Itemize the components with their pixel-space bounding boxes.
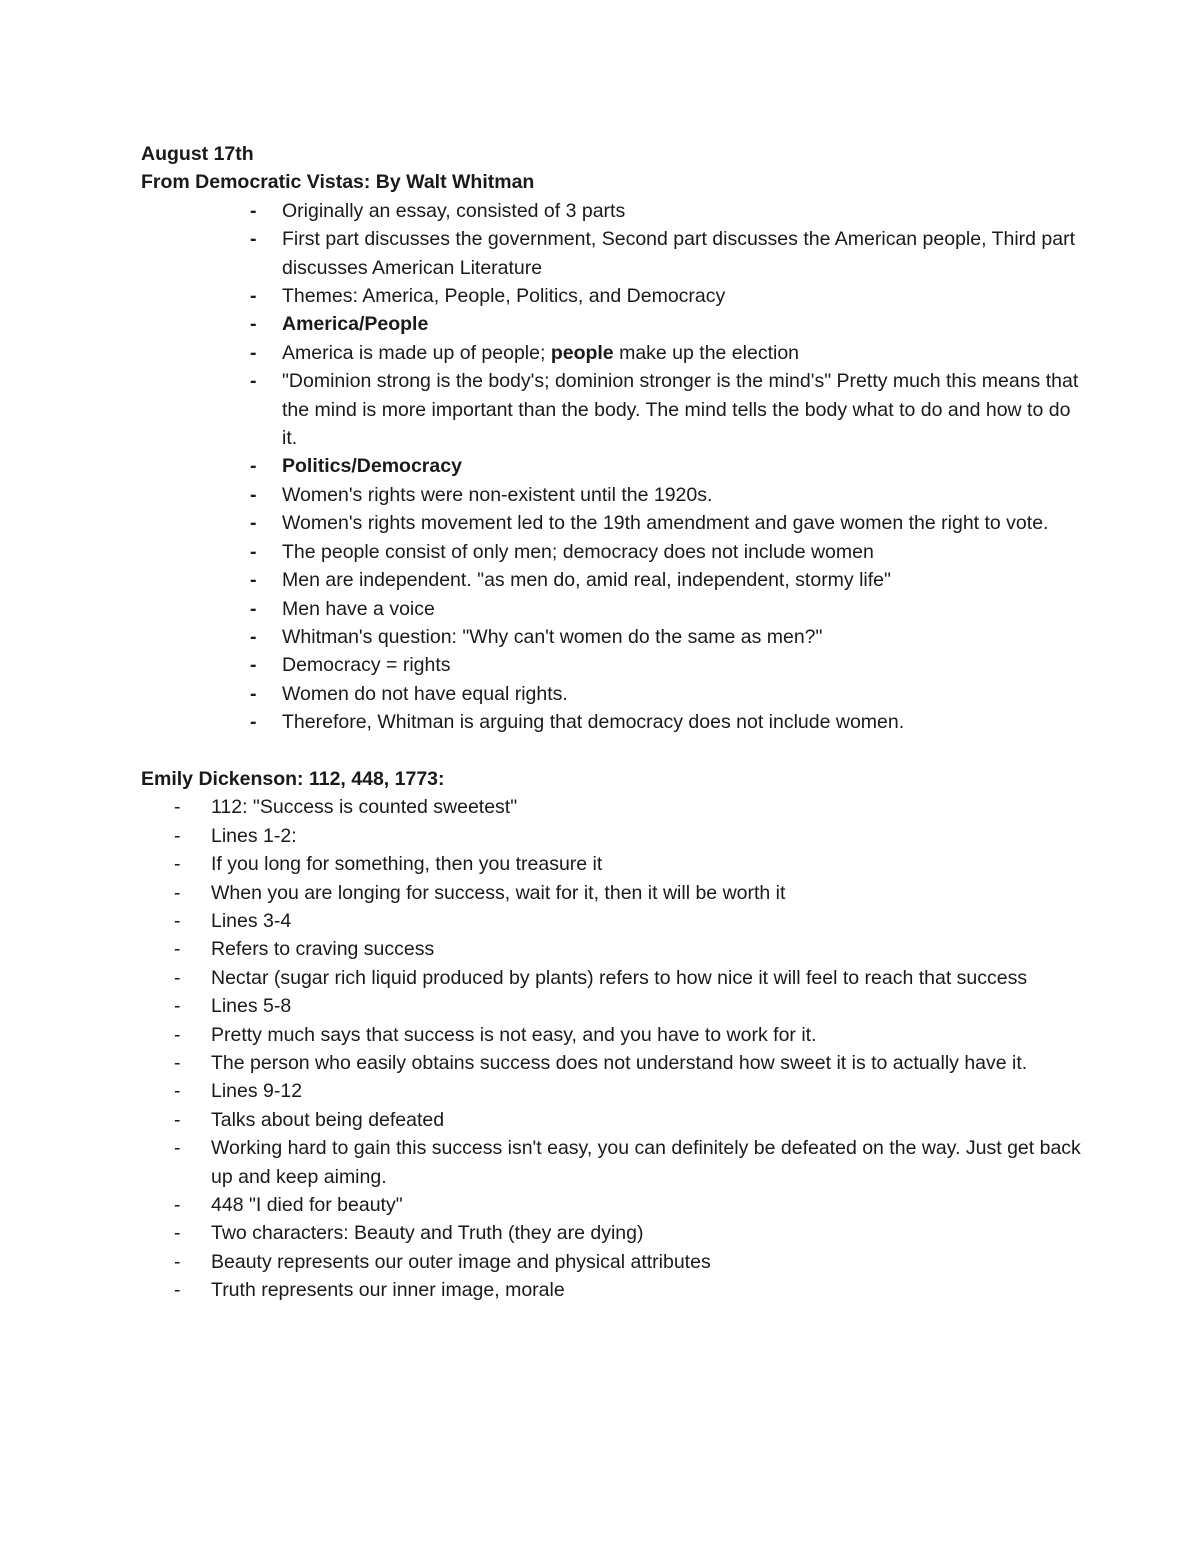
bullet-dash: -	[250, 483, 257, 506]
bullet-dash: -	[174, 1250, 181, 1273]
list-item: - Talks about being defeated	[141, 1106, 1081, 1134]
dickenson-notes-list	[141, 793, 1081, 1304]
list-item-subheading: - Politics/Democracy	[141, 452, 1081, 480]
list-item: - Truth represents our inner image, morale	[141, 1276, 1081, 1304]
bullet-dash: -	[250, 540, 257, 563]
list-item: - America is made up of people; people make up the election	[141, 339, 1081, 367]
bullet-dash: -	[174, 1222, 181, 1245]
bullet-dash: -	[250, 313, 257, 336]
bullet-dash: -	[174, 1137, 181, 1160]
bullet-dash: -	[250, 228, 257, 251]
list-item: - Two characters: Beauty and Truth (they are dying)	[141, 1219, 1081, 1247]
date-heading: August 17th	[141, 143, 254, 165]
list-item: - Women do not have equal rights.	[141, 680, 1081, 708]
list-item: - When you are longing for success, wait for it, then it will be worth it	[141, 879, 1081, 907]
section-title-emily-dickenson: Emily Dickenson: 112, 448, 1773:	[141, 767, 445, 790]
bullet-dash: -	[174, 1194, 181, 1217]
bullet-dash: -	[250, 370, 257, 393]
list-item: - Lines 3-4	[141, 907, 1081, 935]
bullet-dash: -	[250, 285, 257, 308]
bullet-dash: -	[174, 853, 181, 876]
bullet-dash: -	[174, 824, 181, 847]
list-item: - 448 "I died for beauty"	[141, 1191, 1081, 1219]
section-title-democratic-vistas: From Democratic Vistas: By Walt Whitman	[141, 171, 535, 194]
whitman-notes-list	[141, 197, 1081, 737]
bullet-dash: -	[174, 995, 181, 1018]
bullet-dash: -	[174, 1023, 181, 1046]
bullet-dash: -	[174, 938, 181, 961]
bullet-dash: -	[250, 512, 257, 535]
bullet-dash: -	[174, 909, 181, 932]
bullet-dash: -	[250, 569, 257, 592]
bullet-dash: -	[174, 966, 181, 989]
list-item: - The person who easily obtains success does not understand how sweet it is to actually have it.	[141, 1049, 1081, 1077]
list-item: - Themes: America, People, Politics, and Democracy	[141, 282, 1081, 310]
list-item: - The people consist of only men; democracy does not include women	[141, 538, 1081, 566]
list-item: - Refers to craving success	[141, 935, 1081, 963]
bullet-dash: -	[174, 1080, 181, 1103]
bullet-dash: -	[174, 1051, 181, 1074]
list-item: - Therefore, Whitman is arguing that democracy does not include women.	[141, 708, 1081, 736]
bullet-dash: -	[174, 1279, 181, 1302]
list-item: - First part discusses the government, Second part discusses the American people, Third part discusses American Literature	[141, 225, 1081, 282]
list-item: - Working hard to gain this success isn't easy, you can definitely be defeated on the way. Just get back up and keep aiming.	[141, 1134, 1081, 1191]
bullet-dash: -	[250, 654, 257, 677]
section-spacer	[141, 737, 1081, 765]
bullet-dash: -	[174, 796, 181, 819]
list-item: - If you long for something, then you treasure it	[141, 850, 1081, 878]
bullet-dash: -	[174, 1108, 181, 1131]
document-body	[141, 140, 1081, 1305]
list-item: - "Dominion strong is the body's; dominion stronger is the mind's" Pretty much this means that the mind is more important than the body. The mind tells the body what to do and how to do it.	[141, 367, 1081, 452]
list-item: - Lines 9-12	[141, 1077, 1081, 1105]
list-item: - Beauty represents our outer image and physical attributes	[141, 1248, 1081, 1276]
list-item: - Whitman's question: "Why can't women do the same as men?"	[141, 623, 1081, 651]
bullet-dash: -	[250, 455, 257, 478]
bullet-dash: -	[250, 711, 257, 734]
bullet-dash: -	[250, 625, 257, 648]
list-item: - Pretty much says that success is not easy, and you have to work for it.	[141, 1021, 1081, 1049]
list-item: - 112: "Success is counted sweetest"	[141, 793, 1081, 821]
list-item: - Nectar (sugar rich liquid produced by plants) refers to how nice it will feel to reach that success	[141, 964, 1081, 992]
list-item: - Women's rights were non-existent until the 1920s.	[141, 481, 1081, 509]
list-item: - Men are independent. "as men do, amid real, independent, stormy life"	[141, 566, 1081, 594]
list-item-subheading: - America/People	[141, 310, 1081, 338]
bullet-dash: -	[250, 597, 257, 620]
bullet-dash: -	[250, 199, 257, 222]
bullet-dash: -	[250, 682, 257, 705]
list-item: - Men have a voice	[141, 595, 1081, 623]
list-item: - Women's rights movement led to the 19th amendment and gave women the right to vote.	[141, 509, 1081, 537]
list-item: - Lines 1-2:	[141, 822, 1081, 850]
bullet-dash: -	[250, 341, 257, 364]
list-item: - Originally an essay, consisted of 3 parts	[141, 197, 1081, 225]
bullet-dash: -	[174, 881, 181, 904]
list-item: - Lines 5-8	[141, 992, 1081, 1020]
list-item: - Democracy = rights	[141, 651, 1081, 679]
